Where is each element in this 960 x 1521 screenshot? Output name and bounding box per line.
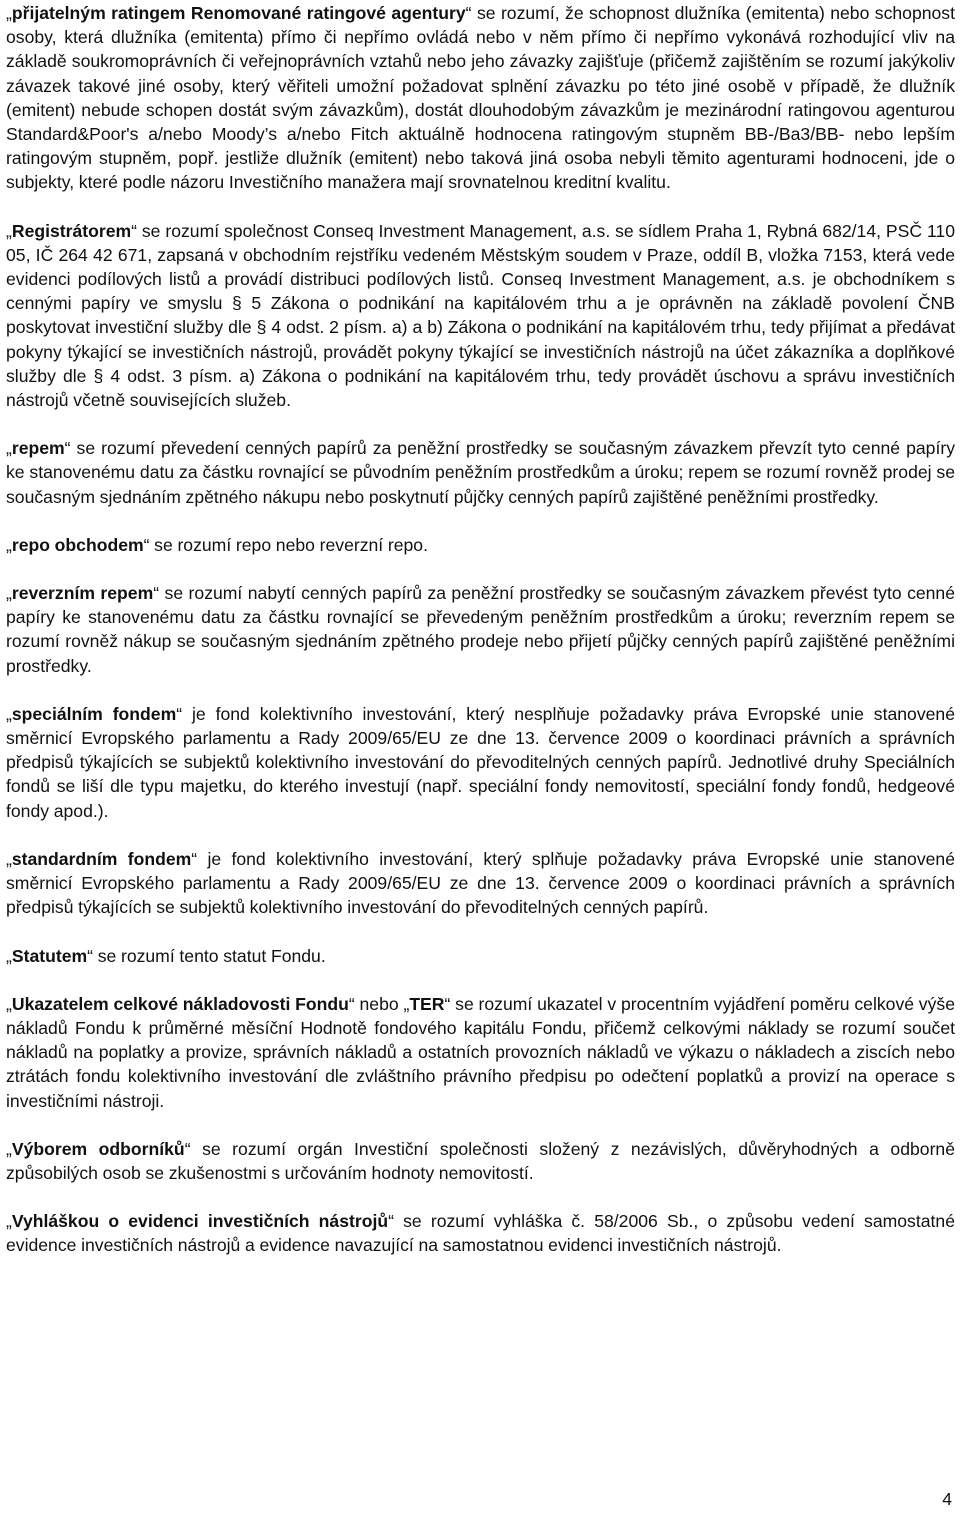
definition-paragraph: [6, 219, 955, 413]
opening-quote: „: [6, 1138, 12, 1159]
definition-text: se rozumí, že schopnost dlužníka (emitenta) nebo schopnost osoby, která dlužníka (emitenta) přímo či nepřímo ovládá nebo v něm přímo či nepřímo vykonává rozhodující vliv na základě soukromoprávních či veřejnoprávních vztahů nebo jeho závazky zajišťuje (přičemž zajištěním se rozumí jakýkoliv závazek takové jiné osoby, který věřiteli umožní požadovat splnění závazku po této jiné osobě v případě, že dlužník (emitent) nebude schopen dostát svým závazkům), dostát dlouhodobým závazkům je mezinárodní ratingovou agenturou Standard&Poor's a/nebo Moody’s a/nebo Fitch aktuálně hodnocena ratingovým stupněm BB-/Ba3/BB- nebo lepším ratingovým stupněm, popř. jestliže dlužník (emitent) nebo taková jiná osoba nebyli těmito agenturami hodnoceni, jde o subjekty, které podle názoru Investičního manažera mají srovnatelnou kreditní kvalitu.: [6, 3, 955, 193]
definition-text: je fond kolektivního investování, který splňuje požadavky práva Evropské unie stanovené směrnicí Evropského parlamentu a Rady 2009/65/EU ze dne 13. července 2009 o koordinaci právních a správních předpisů týkajících se subjektů kolektivního investování do převoditelných cenných papírů.: [6, 848, 955, 918]
defined-term: Výborem odborníků: [11, 1138, 185, 1159]
defined-term: speciálním fondem: [11, 703, 177, 724]
defined-term: Statutem: [11, 945, 88, 966]
opening-quote: „: [6, 993, 12, 1014]
definition-text: se rozumí tento statut Fondu.: [93, 945, 326, 966]
closing-quote: “: [444, 993, 451, 1014]
definition-text: se rozumí nabytí cenných papírů za peněžní prostředky se současným závazkem převést tyto cenné papíry ke stanovenému datu za částku rovnající se převedeným peněžním prostředkům a úroku; reverzním repem se rozumí rovněž nákup se současným sjednáním zpětného prodeje nebo přijetí půjčky cenných papírů zajištěné peněžními prostředky.: [6, 583, 955, 676]
opening-quote: „: [6, 945, 12, 966]
definition-text: je fond kolektivního investování, který nesplňuje požadavky práva Evropské unie stanovené směrnicí Evropského parlamentu a Rady 2009/65/EU ze dne 13. července 2009 o koordinaci právních a správních předpisů týkajících se subjektů kolektivního investování do převoditelných cenných papírů. Jednotlivé druhy Speciálních fondů se liší dle typu majetku, do kterého investují (např. speciální fondy nemovitostí, speciální fondy fondů, hedgeové fondy apod.).: [6, 703, 955, 821]
document-page: [6, 0, 955, 1282]
defined-term: Registrátorem: [11, 220, 132, 241]
opening-quote: „: [6, 220, 12, 241]
closing-quote: “: [153, 583, 160, 604]
closing-quote: “: [348, 993, 355, 1014]
opening-quote: „: [6, 848, 12, 869]
definition-connector: nebo: [354, 993, 404, 1014]
closing-quote: “: [184, 1138, 191, 1159]
defined-term: Ukazatelem celkové nákladovosti Fondu: [11, 993, 349, 1014]
defined-term: přijatelným ratingem Renomované ratingové agentury: [11, 3, 466, 23]
definition-text: se rozumí repo nebo reverzní repo.: [149, 534, 428, 555]
closing-quote: “: [131, 220, 138, 241]
definition-text: se rozumí orgán Investiční společnosti složený z nezávislých, důvěryhodných a odborně způsobilých osob se zkušenostmi s určováním hodnoty nemovitostí.: [6, 1138, 955, 1183]
definition-text: se rozumí společnost Conseq Investment Management, a.s. se sídlem Praha 1, Rybná 682/14, PSČ 110 05, IČ 264 42 671, zapsaná v obchodním rejstříku vedeném Městským soudem v Praze, oddíl B, vložka 7153, která vede evidenci podílových listů a provádí distribuci podílových listů. Conseq Investment Management, a.s. je obchodníkem s cennými papíry ve smyslu § 5 Zákona o podnikání na kapitálovém trhu a je oprávněn na základě povolení ČNB poskytovat investiční služby dle § 4 odst. 2 písm. a) a b) Zákona o podnikání na kapitálovém trhu, tedy přijímat a předávat pokyny týkající se investičních nástrojů, provádět pokyny týkající se investičních nástrojů na účet zákazníka a doplňkové služby dle § 4 odst. 3 písm. a) Zákona o podnikání na kapitálovém trhu, tedy provádět úschovu a správu investičních nástrojů včetně souvisejících služeb.: [6, 220, 955, 411]
closing-quote: “: [465, 3, 472, 23]
closing-quote: “: [64, 438, 71, 459]
defined-term: standardním fondem: [11, 848, 192, 869]
closing-quote: “: [191, 848, 198, 869]
opening-quote: „: [6, 583, 12, 604]
closing-quote: “: [87, 945, 93, 966]
definition-paragraph: [6, 847, 955, 920]
definition-text: se rozumí převedení cenných papírů za peněžní prostředky se současným závazkem převzít tyto cenné papíry ke stanovenému datu za částku rovnající se původním peněžním prostředkům a úroku; repem se rozumí rovněž prodej se současným sjednáním zpětného nákupu nebo poskytnutí půjčky cenných papírů zajištěné peněžními prostředky.: [6, 438, 955, 507]
opening-quote: „: [6, 534, 12, 555]
definition-text: se rozumí ukazatel v procentním vyjádření poměru celkové výše nákladů Fondu k průměrné měsíční Hodnotě fondového kapitálu Fondu, přičemž celkovými náklady se rozumí součet nákladů na poplatky a provize, správních nákladů a ostatních provozních nákladů ve výkazu o nákladech a ziscích nebo ztrátách fondu kolektivního investování dle zvláštního právního předpisu po odečtení poplatků a provizí na operace s investičními nástroji.: [6, 993, 955, 1111]
definition-paragraph: [6, 436, 955, 509]
closing-quote: “: [143, 534, 150, 555]
opening-quote: „: [6, 438, 12, 459]
opening-quote: „: [6, 3, 12, 23]
defined-term: reverzním repem: [11, 583, 154, 604]
definition-paragraph: [6, 944, 955, 968]
defined-term-abbreviation: TER: [409, 993, 445, 1014]
definition-paragraph: [6, 992, 955, 1113]
closing-quote: “: [388, 1211, 394, 1232]
definition-paragraph: [6, 702, 955, 823]
opening-quote: „: [6, 703, 12, 724]
defined-term: repo obchodem: [11, 534, 144, 555]
definition-paragraph: [6, 533, 955, 557]
closing-quote: “: [176, 703, 183, 724]
definition-paragraph: [6, 581, 955, 678]
defined-term: Vyhláškou o evidenci investičních nástrojů: [11, 1211, 389, 1232]
page-number: 4: [942, 1489, 952, 1509]
definition-paragraph: [6, 1209, 955, 1257]
definition-paragraph: [6, 1, 955, 195]
defined-term: repem: [11, 438, 65, 459]
opening-quote: „: [6, 1211, 12, 1232]
opening-quote: „: [403, 993, 410, 1014]
definition-paragraph: [6, 1137, 955, 1185]
definition-text: se rozumí vyhláška č. 58/2006 Sb., o způsobu vedení samostatné evidence investičních nástrojů a evidence navazující na samostatnou evidenci investičních nástrojů.: [6, 1211, 955, 1256]
